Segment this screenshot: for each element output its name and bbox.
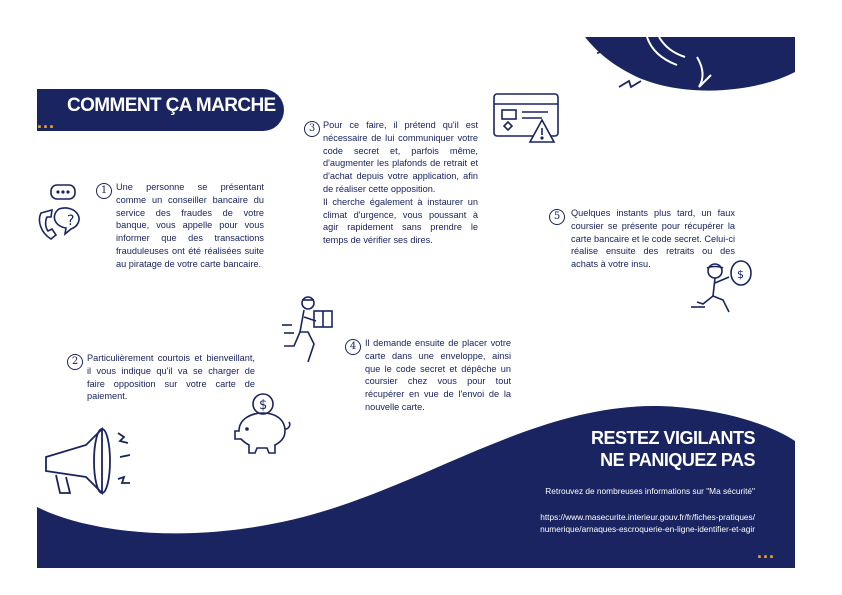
info-url[interactable] — [540, 511, 755, 535]
step-3-paragraph-2: Il cherche également à instaurer un climat d'urgence, vous poussant à agir rapidement sans prendre le temps de vérifier ses dires. — [323, 196, 478, 246]
step-2-text: Particulièrement courtois et bienveillant, il vous indique qu'il va se charger de faire opposition sur votre carte de paiement. — [87, 353, 255, 402]
step-number-4: 4 — [345, 339, 361, 355]
vigilance-line-1: RESTEZ VIGILANTS — [590, 428, 755, 448]
step-3-text — [323, 119, 478, 247]
footer-decor-dots: ... — [757, 542, 776, 562]
url-line-1: https://www.masecurite.interieur.gouv.fr/fr/fiches-pratiques/ — [540, 512, 755, 522]
speech-bubbles-phone-icon — [37, 183, 97, 253]
step-number-3: 3 — [304, 121, 320, 137]
vigilance-line-2: NE PANIQUEZ PAS — [600, 450, 755, 470]
svg-text:?: ? — [67, 213, 75, 229]
step-number-2: 2 — [67, 354, 83, 370]
megaphone-icon — [42, 427, 137, 502]
decor-dots: ... — [37, 112, 56, 132]
url-line-2: numerique/arnaques-escroquerie-en-ligne-identifier-et-agir — [540, 524, 755, 534]
megaphone-top-icon — [597, 37, 727, 112]
step-4-text: Il demande ensuite de placer votre carte dans une enveloppe, ainsi que le code secret et dépêche un coursier chez vous pour tout récupérer en vue de l'envoi de la nouvelle carte. — [365, 338, 511, 412]
courier-icon — [282, 295, 347, 365]
step-number-1: 1 — [96, 183, 112, 199]
step-3-paragraph-1: Pour ce faire, il prétend qu'il est nécessaire de lui communiquer votre code secret et, parfois même, d'augmenter les plafonds de retrait et d'achat depuis votre application, afin de réaliser cette opposition. — [323, 120, 478, 194]
brochure-page — [37, 37, 795, 568]
piggy-bank-icon — [225, 389, 295, 459]
running-thief-icon — [689, 257, 759, 317]
step-5-text: Quelques instants plus tard, un faux coursier se présente pour récupérer la carte bancaire et le code secret. Celui-ci réalise ensuite des retraits ou des achats à votre insu. — [571, 208, 735, 270]
svg-text:$: $ — [737, 268, 744, 281]
step-number-5: 5 — [549, 209, 565, 225]
card-warning-icon — [492, 92, 567, 152]
step-1-text: Une personne se présentant comme un conseiller bancaire du service des fraudes de votre banque, vous appelle pour vous informer que des transactions frauduleuses ont été réalisées suite au piratage de votre carte bancaire. — [116, 182, 264, 269]
more-info-text: Retrouvez de nombreuses informations sur "Ma sécurité" — [545, 486, 755, 496]
svg-text:$: $ — [259, 398, 268, 413]
page-title: COMMENT ÇA MARCHE — [67, 95, 276, 116]
vigilance-message — [591, 427, 755, 471]
